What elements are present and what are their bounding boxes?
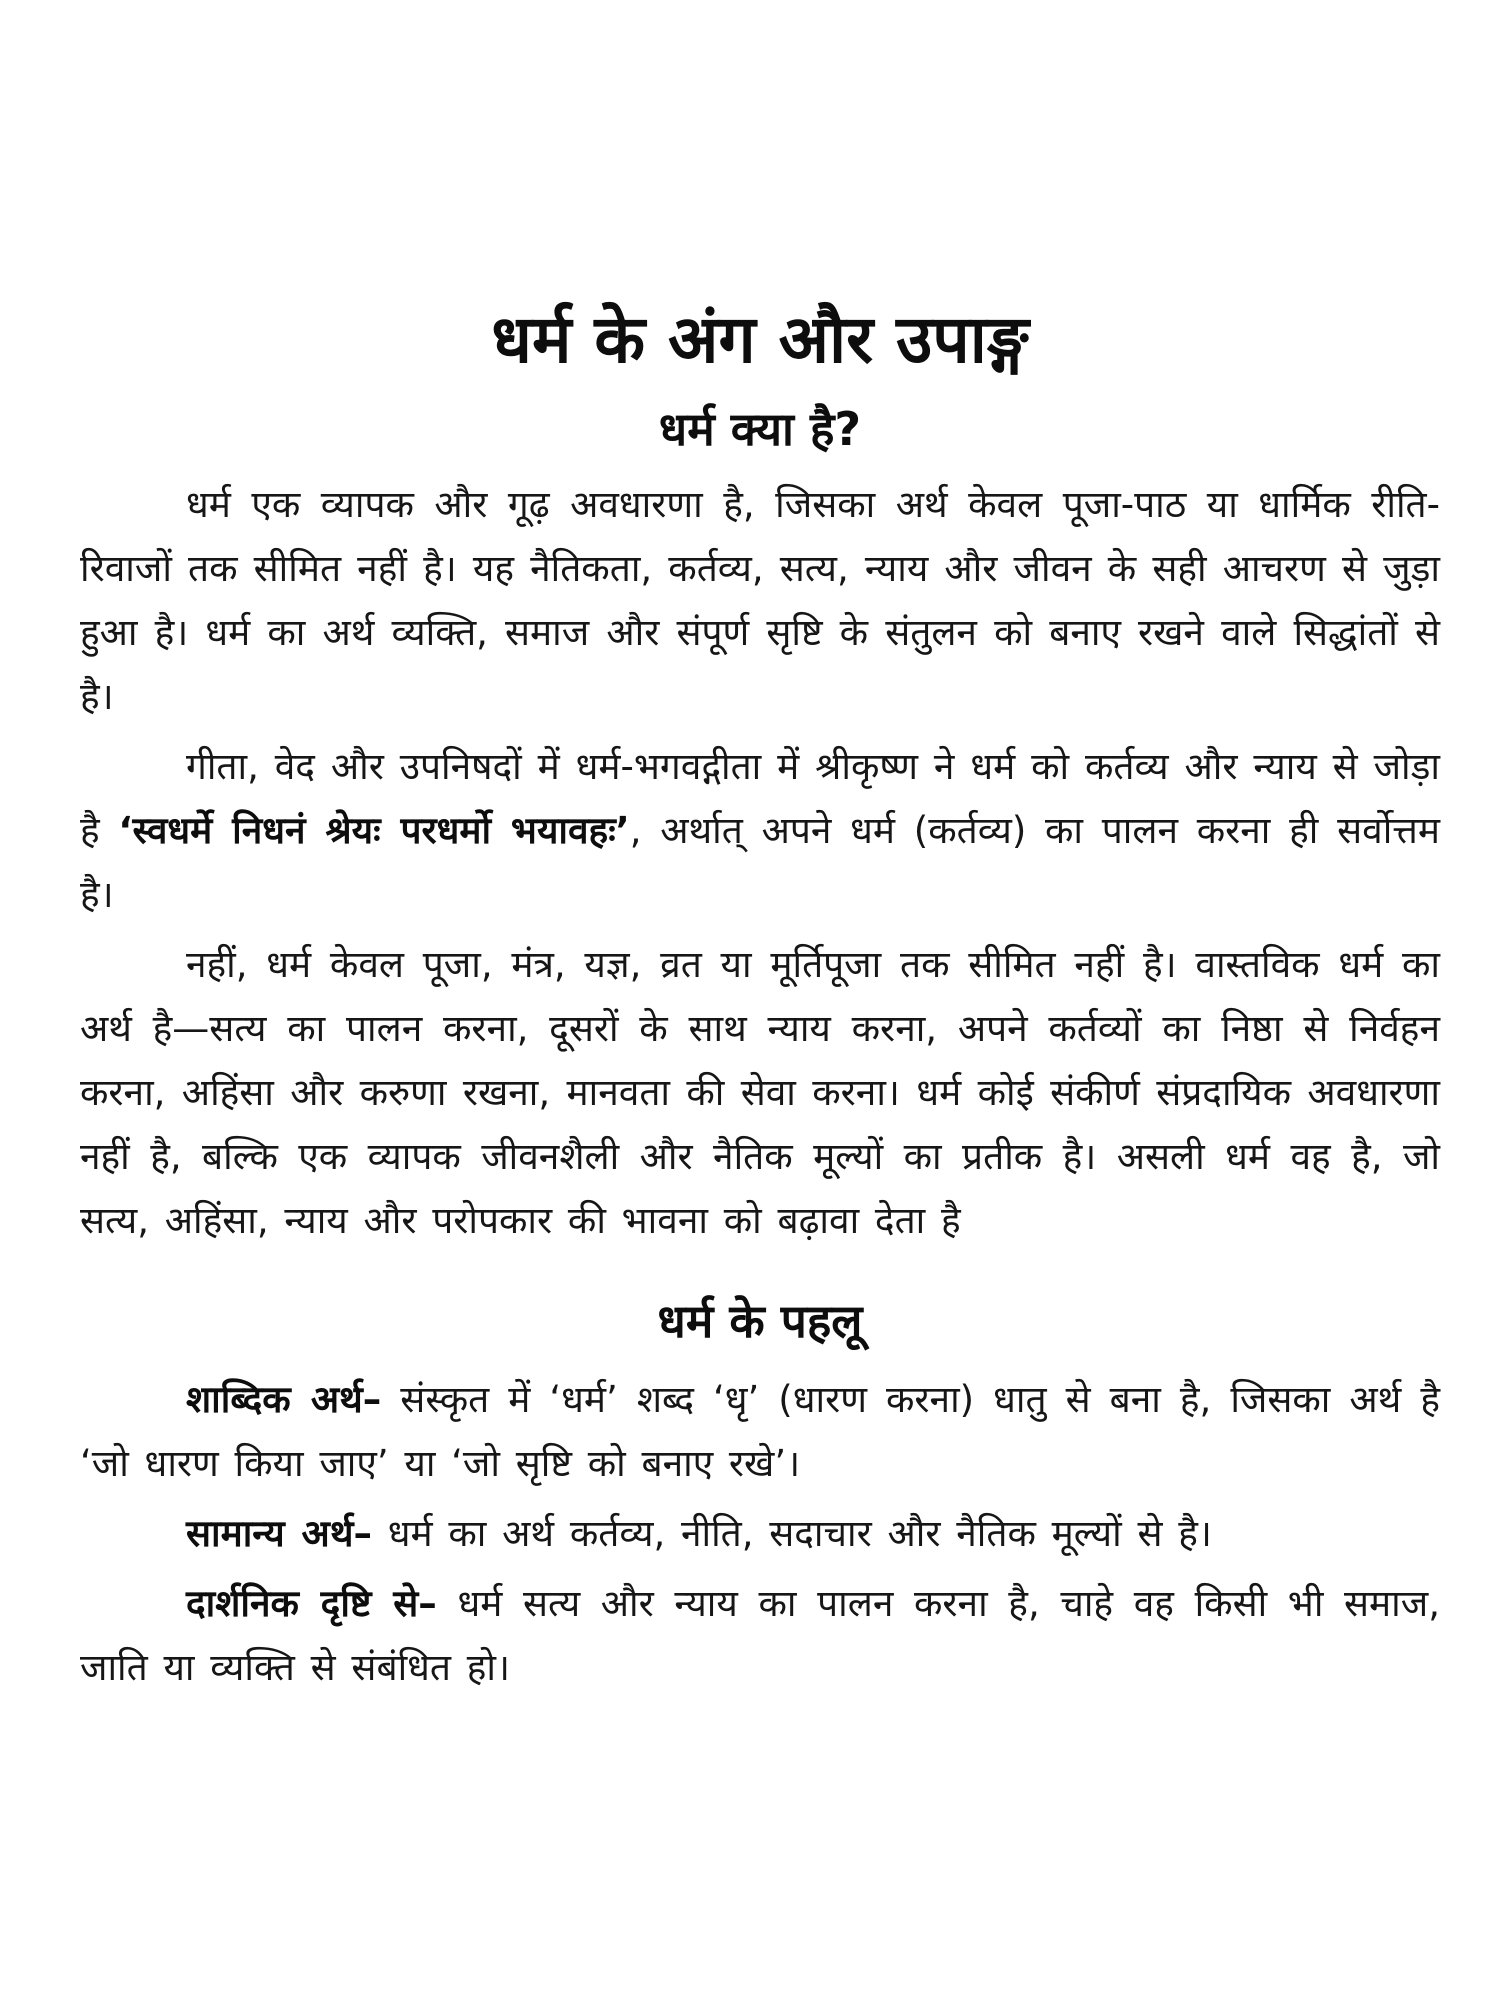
gita-text-after: , अर्थात् अपने धर्म (कर्तव्य) का पालन करना ही सर्वोत्तम है। bbox=[80, 808, 1440, 916]
document-page bbox=[80, 300, 1440, 1706]
aspect-term: दार्शनिक दृष्टि से– bbox=[186, 1582, 437, 1626]
aspect-term: सामान्य अर्थ– bbox=[186, 1512, 372, 1556]
aspect-term: शाब्दिक अर्थ– bbox=[186, 1378, 382, 1422]
paragraph-definition: धर्म एक व्यापक और गूढ़ अवधारणा है, जिसका अर्थ केवल पूजा-पाठ या धार्मिक रीति-रिवाजों तक सीमित नहीं है। यह नैतिकता, कर्तव्य, सत्य, न्याय और जीवन के सही आचरण से जुड़ा हुआ है। धर्म का अर्थ व्यक्ति, समाज और संपूर्ण सृष्टि के संतुलन को बनाए रखने वाले सिद्धांतों से है। bbox=[80, 482, 1440, 718]
gita-text-before: गीता, वेद और उपनिषदों में धर्म-भगवद्गीता में श्रीकृष्ण ने धर्म को कर्तव्य और न्याय से जोड़ा है bbox=[80, 744, 1440, 852]
aspect-item bbox=[80, 1572, 1440, 1700]
aspect-text: धर्म सत्य और न्याय का पालन करना है, चाहे वह किसी भी समाज, जाति या व्यक्ति से संबंधित हो। bbox=[80, 1582, 1440, 1690]
aspect-text: धर्म का अर्थ कर्तव्य, नीति, सदाचार और नैतिक मूल्यों से है। bbox=[371, 1512, 1212, 1556]
gita-quote: ‘स्वधर्मे निधनं श्रेयः परधर्मो भयावहः’ bbox=[118, 808, 630, 852]
aspect-item bbox=[80, 1502, 1440, 1566]
section-heading-what-is-dharma: धर्म क्या है? bbox=[658, 402, 862, 457]
aspect-item bbox=[80, 1368, 1440, 1496]
section-heading-aspects: धर्म के पहलू bbox=[657, 1293, 863, 1348]
aspect-text: संस्कृत में ‘धर्म’ शब्द ‘धृ’ (धारण करना) धातु से बना है, जिसका अर्थ है ‘जो धारण किया जाए’ या ‘जो सृष्टि को बनाए रखे’। bbox=[80, 1378, 1440, 1486]
paragraph-gita bbox=[80, 735, 1440, 927]
paragraph-real-dharma: नहीं, धर्म केवल पूजा, मंत्र, यज्ञ, व्रत या मूर्तिपूजा तक सीमित नहीं है। वास्तविक धर्म का अर्थ है—सत्य का पालन करना, दूसरों के साथ न्याय करना, अपने कर्तव्यों का निष्ठा से निर्वहन करना, अहिंसा और करुणा रखना, मानवता की सेवा करना। धर्म कोई संकीर्ण संप्रदायिक अवधारणा नहीं है, बल्कि एक व्यापक जीवनशैली और नैतिक मूल्यों का प्रतीक है। असली धर्म वह है, जो सत्य, अहिंसा, न्याय और परोपकार की भावना को बढ़ावा देता है bbox=[80, 942, 1440, 1242]
page-title: धर्म के अंग और उपाङ्ग bbox=[491, 301, 1029, 378]
